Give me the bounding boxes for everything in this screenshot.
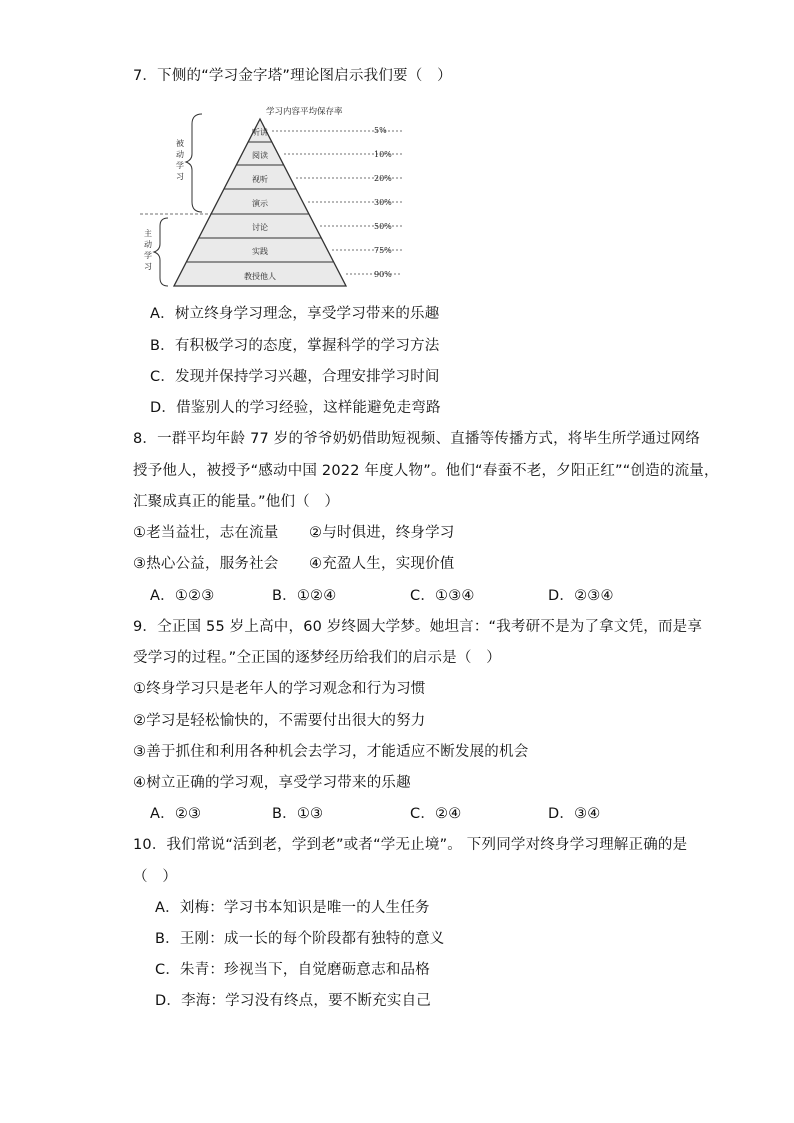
svg-text:习: 习 bbox=[176, 172, 184, 181]
q7-stem: 7．下侧的“学习金字塔”理论图启示我们要（ ） bbox=[133, 68, 452, 84]
q8-option-a[interactable]: A．①②③ bbox=[150, 588, 215, 604]
passive-learning-label bbox=[176, 138, 184, 181]
q8-option-c[interactable]: C．①③④ bbox=[410, 588, 475, 604]
q9-item: ②学习是轻松愉快的，不需要付出很大的努力 bbox=[133, 713, 426, 729]
q9-item: ①终身学习只是老年人的学习观念和行为习惯 bbox=[133, 681, 426, 697]
level-label: 实践 bbox=[252, 247, 268, 256]
rate-label: 20% bbox=[374, 174, 392, 183]
q8-option-d[interactable]: D．②③④ bbox=[548, 588, 614, 604]
q7-option-a[interactable]: A．树立终身学习理念，享受学习带来的乐趣 bbox=[150, 306, 440, 322]
level-label: 教授他人 bbox=[244, 272, 276, 281]
level-label: 阅读 bbox=[252, 151, 268, 160]
level-label: 讨论 bbox=[252, 223, 268, 232]
svg-text:学: 学 bbox=[176, 161, 184, 170]
q7-option-c[interactable]: C．发现并保持学习兴趣，合理安排学习时间 bbox=[150, 369, 440, 385]
q8-option-b[interactable]: B．①②④ bbox=[272, 588, 337, 604]
rate-label: 50% bbox=[374, 222, 392, 231]
level-label: 演示 bbox=[252, 199, 268, 208]
rate-label: 10% bbox=[374, 150, 392, 159]
q9-option-b[interactable]: B．①③ bbox=[272, 806, 324, 822]
active-bracket bbox=[154, 218, 168, 286]
level-label: 听讲 bbox=[252, 128, 268, 137]
figure-title: 学习内容平均保存率 bbox=[266, 107, 343, 117]
q9-option-a[interactable]: A．②③ bbox=[150, 806, 202, 822]
q10-option-a[interactable]: A．刘梅：学习书本知识是唯一的人生任务 bbox=[155, 900, 430, 916]
q8-item: ②与时俱进，终身学习 bbox=[309, 525, 455, 541]
svg-text:动: 动 bbox=[176, 150, 184, 159]
rate-label: 75% bbox=[374, 246, 392, 255]
level-label: 视听 bbox=[252, 175, 268, 184]
svg-text:动: 动 bbox=[144, 240, 152, 249]
rate-label: 90% bbox=[374, 270, 392, 279]
q8-stem-line: 汇聚成真正的能量。”他们（ ） bbox=[133, 494, 340, 510]
q8-stem-line: 8．一群平均年龄 77 岁的爷爷奶奶借助短视频、直播等传播方式，将毕生所学通过网络 bbox=[133, 431, 701, 447]
q7-option-b[interactable]: B．有积极学习的态度，掌握科学的学习方法 bbox=[150, 338, 440, 354]
rate-label: 5% bbox=[374, 126, 387, 135]
q9-item: ③善于抓住和利用各种机会去学习，才能适应不断发展的机会 bbox=[133, 744, 529, 760]
q10-stem-line: （ ） bbox=[133, 869, 178, 885]
q8-item: ③热心公益，服务社会 bbox=[133, 556, 279, 572]
q9-option-c[interactable]: C．②④ bbox=[410, 806, 462, 822]
q8-item: ①老当益壮，志在流量 bbox=[133, 525, 279, 541]
q10-stem-line: 10．我们常说“活到老，学到老”或者“学无止境”。 下列同学对终身学习理解正确的是 bbox=[133, 837, 688, 853]
q9-item: ④树立正确的学习观，享受学习带来的乐趣 bbox=[133, 775, 411, 791]
q10-option-c[interactable]: C．朱青：珍视当下，自觉磨砺意志和品格 bbox=[155, 962, 430, 978]
rate-label: 30% bbox=[374, 198, 392, 207]
q10-option-b[interactable]: B．王刚：成一长的每个阶段都有独特的意义 bbox=[155, 931, 445, 947]
q8-item: ④充盈人生，实现价值 bbox=[309, 556, 455, 572]
svg-text:习: 习 bbox=[144, 262, 152, 271]
learning-pyramid-figure bbox=[140, 102, 430, 294]
learning-pyramid-svg bbox=[140, 102, 430, 294]
q9-option-d[interactable]: D．③④ bbox=[548, 806, 601, 822]
q8-stem-line: 授予他人，被授予“感动中国 2022 年度人物”。他们“春蚕不老，夕阳正红”“创造的流量， bbox=[133, 463, 719, 479]
q10-option-d[interactable]: D．李海：学习没有终点，要不断充实自己 bbox=[155, 993, 431, 1009]
svg-text:主: 主 bbox=[144, 229, 152, 238]
q7-option-d[interactable]: D．借鉴别人的学习经验，这样能避免走弯路 bbox=[150, 400, 441, 416]
q9-stem-line: 9．仝正国 55 岁上高中，60 岁终圆大学梦。她坦言：“我考研不是为了拿文凭，而是享 bbox=[133, 619, 703, 635]
passive-bracket bbox=[186, 114, 202, 212]
active-learning-label bbox=[144, 228, 152, 271]
q9-stem-line: 受学习的过程。”仝正国的逐梦经历给我们的启示是（ ） bbox=[133, 650, 501, 666]
svg-text:被: 被 bbox=[176, 139, 184, 148]
svg-text:学: 学 bbox=[144, 251, 152, 260]
